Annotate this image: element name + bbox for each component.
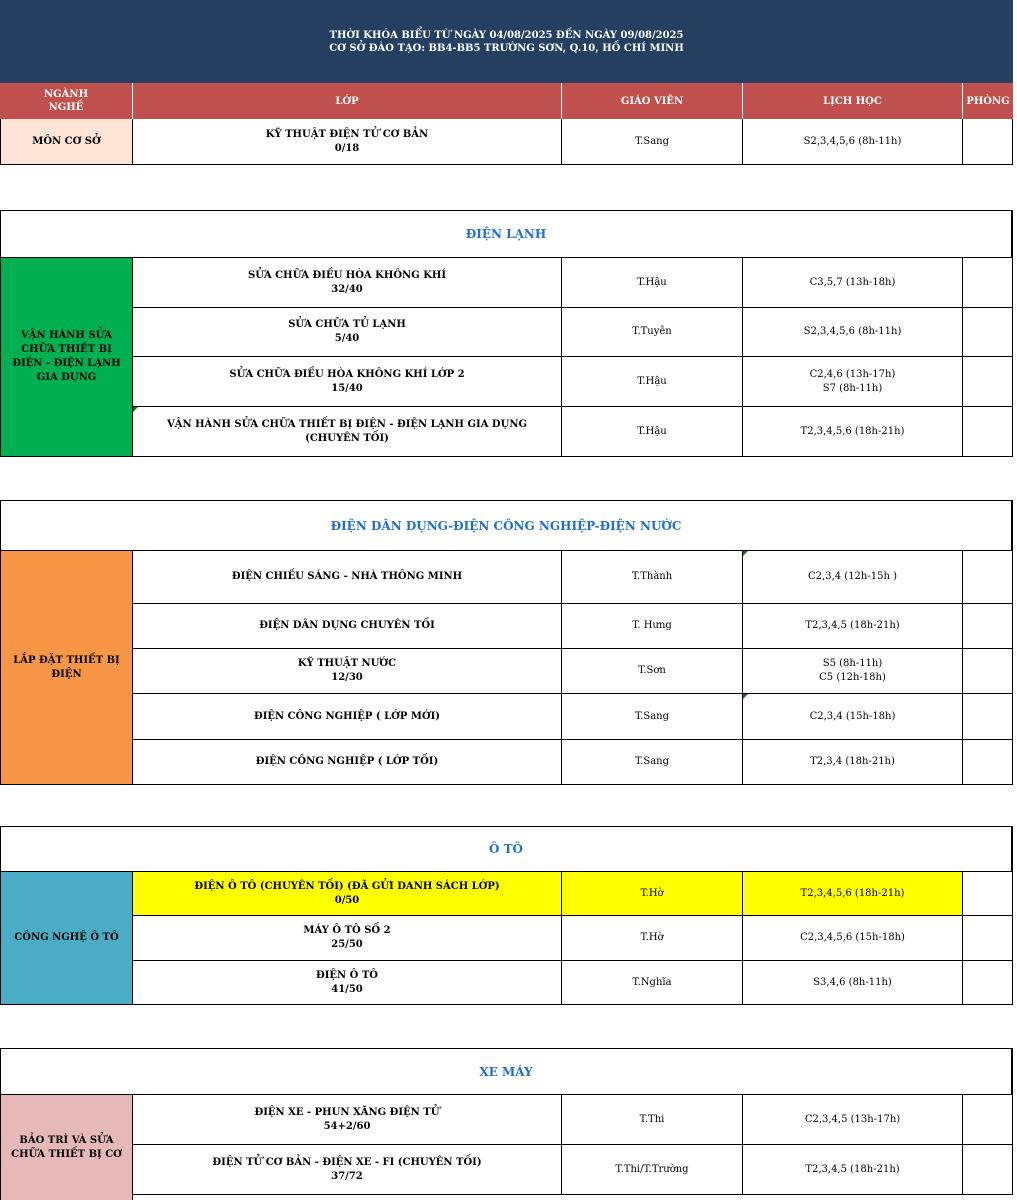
header-subtitle: CƠ SỞ ĐÀO TẠO: BB4-BB5 TRƯỜNG SƠN, Q.10, HỒ CHÍ MINH — [329, 42, 684, 54]
room — [963, 961, 1013, 1005]
teacher: T.Hậu — [562, 357, 743, 407]
class-count: 5/40 — [334, 333, 360, 344]
room — [963, 119, 1013, 165]
class-name: ĐIỆN TỬ CƠ BẢN - ĐIỆN XE - FI (CHUYÊN TỐI) — [212, 1156, 482, 1168]
class-name: ĐIỆN Ô TÔ (CHUYÊN TỐI) (ĐÃ GỬI DANH SÁCH LỚP) — [194, 880, 500, 892]
schedule — [743, 604, 963, 649]
room — [963, 551, 1013, 604]
room — [963, 694, 1013, 740]
schedule — [743, 649, 963, 694]
table-row — [133, 872, 562, 916]
schedule-line: C5 (12h-18h) — [819, 672, 886, 683]
col-header-nganh-nghe — [0, 83, 133, 119]
teacher: T.Tuyên — [562, 308, 743, 357]
col-header-phong: PHÒNG — [963, 83, 1013, 119]
teacher: T.Thi — [562, 1095, 743, 1145]
schedule — [743, 1145, 963, 1195]
schedule — [743, 258, 963, 308]
class-name: ĐIỆN Ô TÔ — [315, 969, 378, 981]
cell-comment-marker — [133, 407, 138, 412]
teacher: T.Nghĩa — [562, 961, 743, 1005]
col-header-nganh-line2: NGHỀ — [48, 102, 84, 113]
cell-comment-marker — [743, 551, 748, 556]
class-name: ĐIỆN XE - PHUN XĂNG ĐIỆN TỬ — [254, 1106, 440, 1118]
table-row — [133, 604, 562, 649]
room — [963, 740, 1013, 785]
table-row — [133, 740, 562, 785]
class-name: MÁY Ô TÔ SỐ 2 — [303, 925, 391, 936]
schedule — [743, 308, 963, 357]
class-name: SỬA CHỮA TỦ LẠNH — [288, 319, 406, 330]
header-title: THỜI KHÓA BIỂU TỪ NGÀY 04/08/2025 ĐẾN NGÀY 09/08/2025 — [329, 29, 684, 41]
section-title-dien-dan-dung: ĐIỆN DÂN DỤNG-ĐIỆN CÔNG NGHIỆP-ĐIỆN NƯỚC — [0, 500, 1013, 551]
schedule-line: C2,4,6 (13h-17h) — [809, 368, 896, 380]
schedule — [743, 119, 963, 165]
schedule — [743, 551, 963, 604]
schedule-line: S7 (8h-11h) — [822, 382, 883, 394]
schedule-line: S3,4,6 (8h-11h) — [813, 976, 892, 988]
schedule — [743, 872, 963, 916]
teacher: T.Hậu — [562, 258, 743, 308]
schedule — [743, 961, 963, 1005]
class-count: 15/40 — [331, 382, 363, 394]
class-count: 54+2/60 — [323, 1120, 371, 1132]
room — [963, 407, 1013, 457]
class-count: (CHUYÊN TỐI) — [305, 432, 389, 444]
schedule — [743, 407, 963, 457]
schedule-line: T2,3,4,5 (18h-21h) — [805, 620, 900, 631]
col-header-giao-vien: GIÁO VIÊN — [562, 83, 743, 119]
class-count: 41/50 — [331, 983, 363, 995]
table-row — [133, 916, 562, 961]
teacher: T.Hờ — [562, 872, 743, 916]
schedule-line: S2,3,4,5,6 (8h-11h) — [803, 326, 902, 337]
table-row — [133, 551, 562, 604]
table-row — [133, 1095, 562, 1145]
table-row — [133, 649, 562, 694]
schedule-header — [0, 0, 1013, 83]
section-title-o-to: Ô TÔ — [0, 826, 1013, 872]
class-count: 37/72 — [331, 1170, 363, 1182]
room — [963, 872, 1013, 916]
schedule-line: C2,3,4 (12h-15h ) — [808, 571, 897, 582]
teacher: T. Hưng — [562, 604, 743, 649]
room — [963, 649, 1013, 694]
schedule-line: T2,3,4,5,6 (18h-21h) — [800, 425, 905, 437]
class-count: 25/50 — [331, 939, 363, 950]
category-dien-lanh: VẬN HÀNH SỬA CHỮA THIẾT BỊ ĐIỆN - ĐIỆN LẠNH GIA DỤNG — [0, 258, 133, 457]
category-dien-dan-dung: LẮP ĐẶT THIẾT BỊ ĐIỆN — [0, 551, 133, 785]
room — [963, 357, 1013, 407]
teacher: T.Hậu — [562, 407, 743, 457]
teacher: T.Sang — [562, 740, 743, 785]
class-name: ĐIỆN DÂN DỤNG CHUYÊN TỐI — [259, 620, 435, 631]
table-row — [133, 407, 562, 457]
schedule — [743, 357, 963, 407]
class-name: SỬA CHỮA ĐIỀU HÒA KHÔNG KHÍ — [247, 269, 447, 281]
category-xe-may: BẢO TRÌ VÀ SỬA CHỮA THIẾT BỊ CƠ — [0, 1095, 133, 1200]
section-title-dien-lanh: ĐIỆN LẠNH — [0, 210, 1013, 258]
schedule-line: C2,3,4 (15h-18h) — [809, 710, 896, 722]
table-row — [133, 357, 562, 407]
room — [963, 916, 1013, 961]
schedule — [743, 740, 963, 785]
schedule-line: C3,5,7 (13h-18h) — [809, 276, 896, 288]
class-name: ĐIỆN CÔNG NGHIỆP ( LỚP TỐI) — [255, 756, 439, 767]
class-count: 12/30 — [331, 672, 363, 683]
teacher: T.Hờ — [562, 916, 743, 961]
teacher: T.Sang — [562, 119, 743, 165]
room — [963, 1145, 1013, 1195]
schedule — [743, 916, 963, 961]
class-count: 32/40 — [331, 283, 363, 295]
schedule — [743, 694, 963, 740]
schedule-line: S2,3,4,5,6 (8h-11h) — [803, 135, 902, 147]
class-count: 0/18 — [334, 142, 360, 154]
schedule-line: C2,3,4,5,6 (15h-18h) — [800, 932, 905, 943]
teacher: T.Thành — [562, 551, 743, 604]
teacher: T.Sơn — [562, 649, 743, 694]
cell-comment-marker — [743, 694, 748, 699]
schedule — [743, 1095, 963, 1145]
class-name: KỸ THUẬT NƯỚC — [297, 658, 397, 669]
room — [963, 258, 1013, 308]
class-count: 0/50 — [334, 894, 360, 906]
col-header-lop: LỚP — [133, 83, 562, 119]
table-row — [133, 694, 562, 740]
table-row — [133, 308, 562, 357]
teacher: T.Sang — [562, 694, 743, 740]
schedule-line: T2,3,4 (18h-21h) — [810, 756, 895, 767]
room — [963, 604, 1013, 649]
section-title-xe-may: XE MÁY — [0, 1048, 1013, 1095]
col-header-nganh-line1: NGÀNH — [43, 89, 89, 100]
class-name: SỬA CHỮA ĐIỀU HÒA KHÔNG KHÍ LỚP 2 — [229, 368, 465, 380]
col-header-lich-hoc: LỊCH HỌC — [743, 83, 963, 119]
category-mon-co-so: MÔN CƠ SỞ — [0, 119, 133, 165]
teacher: T.Thi/T.Trường — [562, 1145, 743, 1195]
schedule-line: S5 (8h-11h) — [822, 658, 883, 669]
schedule-line: C2,3,4,5 (13h-17h) — [804, 1113, 901, 1125]
table-row — [133, 258, 562, 308]
class-name: VẬN HÀNH SỬA CHỮA THIẾT BỊ ĐIỆN - ĐIỆN LẠNH GIA DỤNG — [166, 418, 528, 430]
class-name: KỸ THUẬT ĐIỆN TỬ CƠ BẢN — [265, 128, 429, 140]
room — [963, 308, 1013, 357]
schedule-line: T2,3,4,5 (18h-21h) — [805, 1163, 900, 1175]
table-row — [133, 961, 562, 1005]
category-o-to: CÔNG NGHỆ Ô TÔ — [0, 872, 133, 1005]
table-row — [133, 119, 562, 165]
class-name: ĐIỆN CHIẾU SÁNG - NHÀ THÔNG MINH — [231, 571, 463, 582]
room — [963, 1095, 1013, 1145]
class-name: ĐIỆN CÔNG NGHIỆP ( LỚP MỚI) — [253, 710, 441, 722]
table-row — [133, 1145, 562, 1195]
schedule-line: T2,3,4,5,6 (18h-21h) — [800, 887, 905, 899]
